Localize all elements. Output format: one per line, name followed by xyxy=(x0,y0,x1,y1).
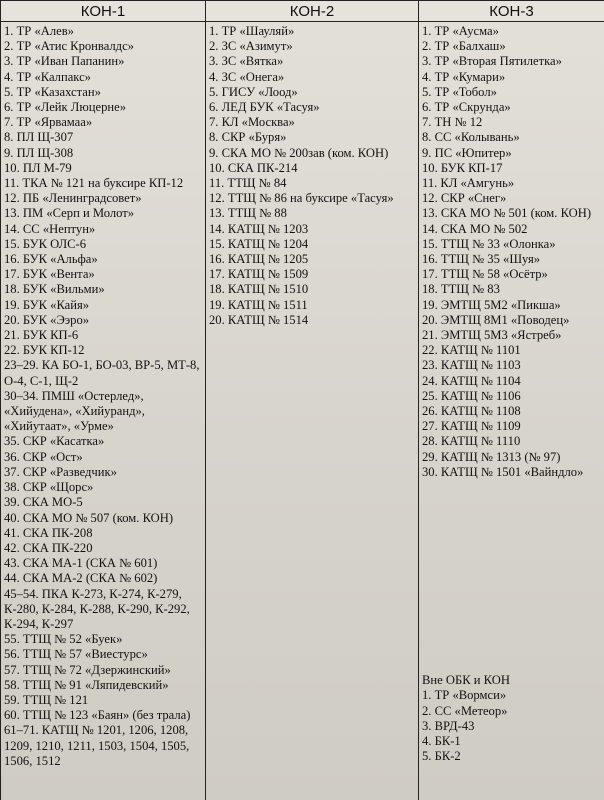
list-item: 39. СКА МО-5 xyxy=(4,495,83,510)
list-item: 18. КАТЩ № 1510 xyxy=(209,282,309,297)
list-item: 3. ТР «Иван Папанин» xyxy=(4,54,125,69)
outside-list xyxy=(422,688,601,764)
list-item: 55. ТТЩ № 52 «Буек» xyxy=(4,632,123,647)
list-item: 1. ТР «Вормси» xyxy=(422,688,507,703)
list-item: 58. ТТЩ № 91 «Ляпидевский» xyxy=(4,677,169,692)
list-item: 8. СКР «Буря» xyxy=(209,130,287,145)
list-item: 23–29. КА БО-1, БО-03, ВР-5, МТ-8, О-4, С-1, Щ-2 xyxy=(4,358,200,388)
list-item: 10. СКА ПК-214 xyxy=(209,160,298,175)
list-item: 9. ПС «Юпитер» xyxy=(422,145,512,160)
list-item: 36. СКР «Ост» xyxy=(4,449,83,464)
list-item: 26. КАТЩ № 1108 xyxy=(422,404,521,419)
list-item: 61–71. КАТЩ № 1201, 1206, 1208, 1209, 1210, 1211, 1503, 1504, 1505, 1506, 1512 xyxy=(4,723,190,768)
kon2-list xyxy=(209,24,415,328)
list-item: 19. БУК «Кайя» xyxy=(4,297,90,312)
list-item: 20. КАТЩ № 1514 xyxy=(209,312,309,327)
list-item: 30–34. ПМШ «Остерлед», «Хийуденa», «Хийуранд», «Хийутаат», «Урме» xyxy=(4,388,145,434)
list-item: 42. СКА ПК-220 xyxy=(4,540,93,555)
list-item: 14. СС «Нептун» xyxy=(4,221,96,236)
outside-title: Вне ОБК и КОН xyxy=(422,673,510,688)
list-item: 11. ТТЩ № 84 xyxy=(209,176,287,191)
list-item: 6. ТР «Скрунда» xyxy=(422,100,511,115)
list-item: 16. ТТЩ № 35 «Шуя» xyxy=(422,252,541,267)
list-item: 11. КЛ «Амгунь» xyxy=(422,176,515,191)
list-item: 7. КЛ «Москва» xyxy=(209,115,295,130)
list-item: 27. КАТЩ № 1109 xyxy=(422,419,521,434)
list-item: 2. СС «Метеор» xyxy=(422,703,508,718)
list-item: 15. ТТЩ № 33 «Олонка» xyxy=(422,236,556,251)
list-item: 44. СКА МА-2 (СКА № 602) xyxy=(4,571,158,586)
list-item: 5. ТР «Казахстан» xyxy=(4,84,101,99)
list-item: 10. ПЛ М-79 xyxy=(4,160,72,175)
list-item: 13. ТТЩ № 88 xyxy=(209,206,287,221)
column-kon2 xyxy=(206,22,419,800)
list-item: 56. ТТЩ № 57 «Виестурс» xyxy=(4,647,148,662)
list-item: 4. БК-1 xyxy=(422,733,461,748)
list-item: 4. ТР «Кумари» xyxy=(422,69,506,84)
list-item: 3. ЗС «Вятка» xyxy=(209,54,284,69)
list-item: 17. ТТЩ № 58 «Осётр» xyxy=(422,267,548,282)
list-item: 60. ТТЩ № 123 «Баян» (без трала) xyxy=(4,708,191,723)
list-item: 7. ТР «Ярвамаа» xyxy=(4,115,93,130)
list-item: 30. КАТЩ № 1501 «Вайндло» xyxy=(422,464,584,479)
list-item: 15. КАТЩ № 1204 xyxy=(209,236,309,251)
header-kon1: КОН-1 xyxy=(1,1,206,22)
list-item: 2. ТР «Атис Кронвалдс» xyxy=(4,39,134,54)
list-item: 3. ВРД-43 xyxy=(422,718,475,733)
list-item: 37. СКР «Разведчик» xyxy=(4,464,117,479)
header-kon3: КОН-3 xyxy=(419,1,604,22)
list-item: 1. ТР «Шауляй» xyxy=(209,24,295,38)
list-item: 29. КАТЩ № 1313 (№ 97) xyxy=(422,449,561,464)
list-item: 18. БУК «Вильми» xyxy=(4,282,105,297)
list-item: 38. СКР «Щорс» xyxy=(4,480,94,495)
list-item: 14. СКА МО № 502 xyxy=(422,221,528,236)
list-item: 8. СС «Колывань» xyxy=(422,130,520,145)
list-item: 3. ТР «Вторая Пятилетка» xyxy=(422,54,562,69)
list-item: 15. БУК ОЛС-6 xyxy=(4,236,87,251)
list-item: 25. КАТЩ № 1106 xyxy=(422,388,521,403)
list-item: 9. ПЛ Щ-308 xyxy=(4,145,74,160)
list-item: 40. СКА МО № 507 (ком. КОН) xyxy=(4,510,174,525)
list-item: 19. КАТЩ № 1511 xyxy=(209,297,308,312)
list-item: 9. СКА МО № 200зав (ком. КОН) xyxy=(209,145,389,160)
list-item: 21. БУК КП-6 xyxy=(4,328,79,343)
list-item: 8. ПЛ Щ-307 xyxy=(4,130,74,145)
list-item: 43. СКА МА-1 (СКА № 601) xyxy=(4,556,158,571)
list-item: 6. ЛЕД БУК «Тасуя» xyxy=(209,100,320,115)
list-item: 1. ТР «Аусма» xyxy=(422,24,499,38)
list-item: 5. ТР «Тобол» xyxy=(422,84,497,99)
list-item: 28. КАТЩ № 1110 xyxy=(422,434,521,449)
list-item: 2. ЗС «Азимут» xyxy=(209,39,293,54)
list-item: 13. ПМ «Серп и Молот» xyxy=(4,206,135,221)
list-item: 1. ТР «Алев» xyxy=(4,24,74,38)
kon3-list xyxy=(422,24,601,480)
list-item: 6. ТР «Лейк Люцерне» xyxy=(4,100,126,115)
list-item: 20. БУК «Ээро» xyxy=(4,312,90,327)
header-kon2: КОН-2 xyxy=(206,1,419,22)
list-item: 7. ТН № 12 xyxy=(422,115,483,130)
list-item: 57. ТТЩ № 72 «Дзержинский» xyxy=(4,662,171,677)
column-kon1 xyxy=(1,22,206,800)
list-item: 14. КАТЩ № 1203 xyxy=(209,221,309,236)
list-item: 12. ПБ «Ленинградсовет» xyxy=(4,191,142,206)
list-item: 24. КАТЩ № 1104 xyxy=(422,373,521,388)
list-item: 59. ТТЩ № 121 xyxy=(4,692,89,707)
list-item: 22. КАТЩ № 1101 xyxy=(422,343,521,358)
list-item: 12. СКР «Снег» xyxy=(422,191,507,206)
column-kon3 xyxy=(419,22,604,800)
list-item: 16. БУК «Альфа» xyxy=(4,252,98,267)
list-item: 4. ТР «Калпакс» xyxy=(4,69,91,84)
list-item: 22. БУК КП-12 xyxy=(4,343,85,358)
list-item: 4. ЗС «Онега» xyxy=(209,69,285,84)
list-item: 16. КАТЩ № 1205 xyxy=(209,252,309,267)
list-item: 45–54. ПКА К-273, К-274, К-279, К-280, К-284, К-288, К-290, К-292, К-294, К-297 xyxy=(4,586,190,631)
header-row xyxy=(1,1,604,22)
list-item: 18. ТТЩ № 83 xyxy=(422,282,500,297)
list-item: 2. ТР «Балхаш» xyxy=(422,39,506,54)
list-item: 23. КАТЩ № 1103 xyxy=(422,358,521,373)
list-item: 17. КАТЩ № 1509 xyxy=(209,267,309,282)
list-item: 13. СКА МО № 501 (ком. КОН) xyxy=(422,206,592,221)
kon1-list xyxy=(4,24,202,769)
list-item: 21. ЭМТЩ 5М3 «Ястреб» xyxy=(422,328,562,343)
list-item: 20. ЭМТЩ 8М1 «Поводец» xyxy=(422,312,570,327)
list-item: 10. БУК КП-17 xyxy=(422,160,503,175)
list-item: 19. ЭМТЩ 5М2 «Пикша» xyxy=(422,297,561,312)
list-item: 5. БК-2 xyxy=(422,749,461,764)
list-item: 41. СКА ПК-208 xyxy=(4,525,93,540)
list-item: 17. БУК «Вента» xyxy=(4,267,95,282)
list-item: 5. ГИСУ «Лоод» xyxy=(209,84,298,99)
list-item: 11. ТКА № 121 на буксире КП-12 xyxy=(4,176,184,191)
list-item: 12. ТТЩ № 86 на буксире «Тасуя» xyxy=(209,191,394,206)
list-item: 35. СКР «Касатка» xyxy=(4,434,105,449)
